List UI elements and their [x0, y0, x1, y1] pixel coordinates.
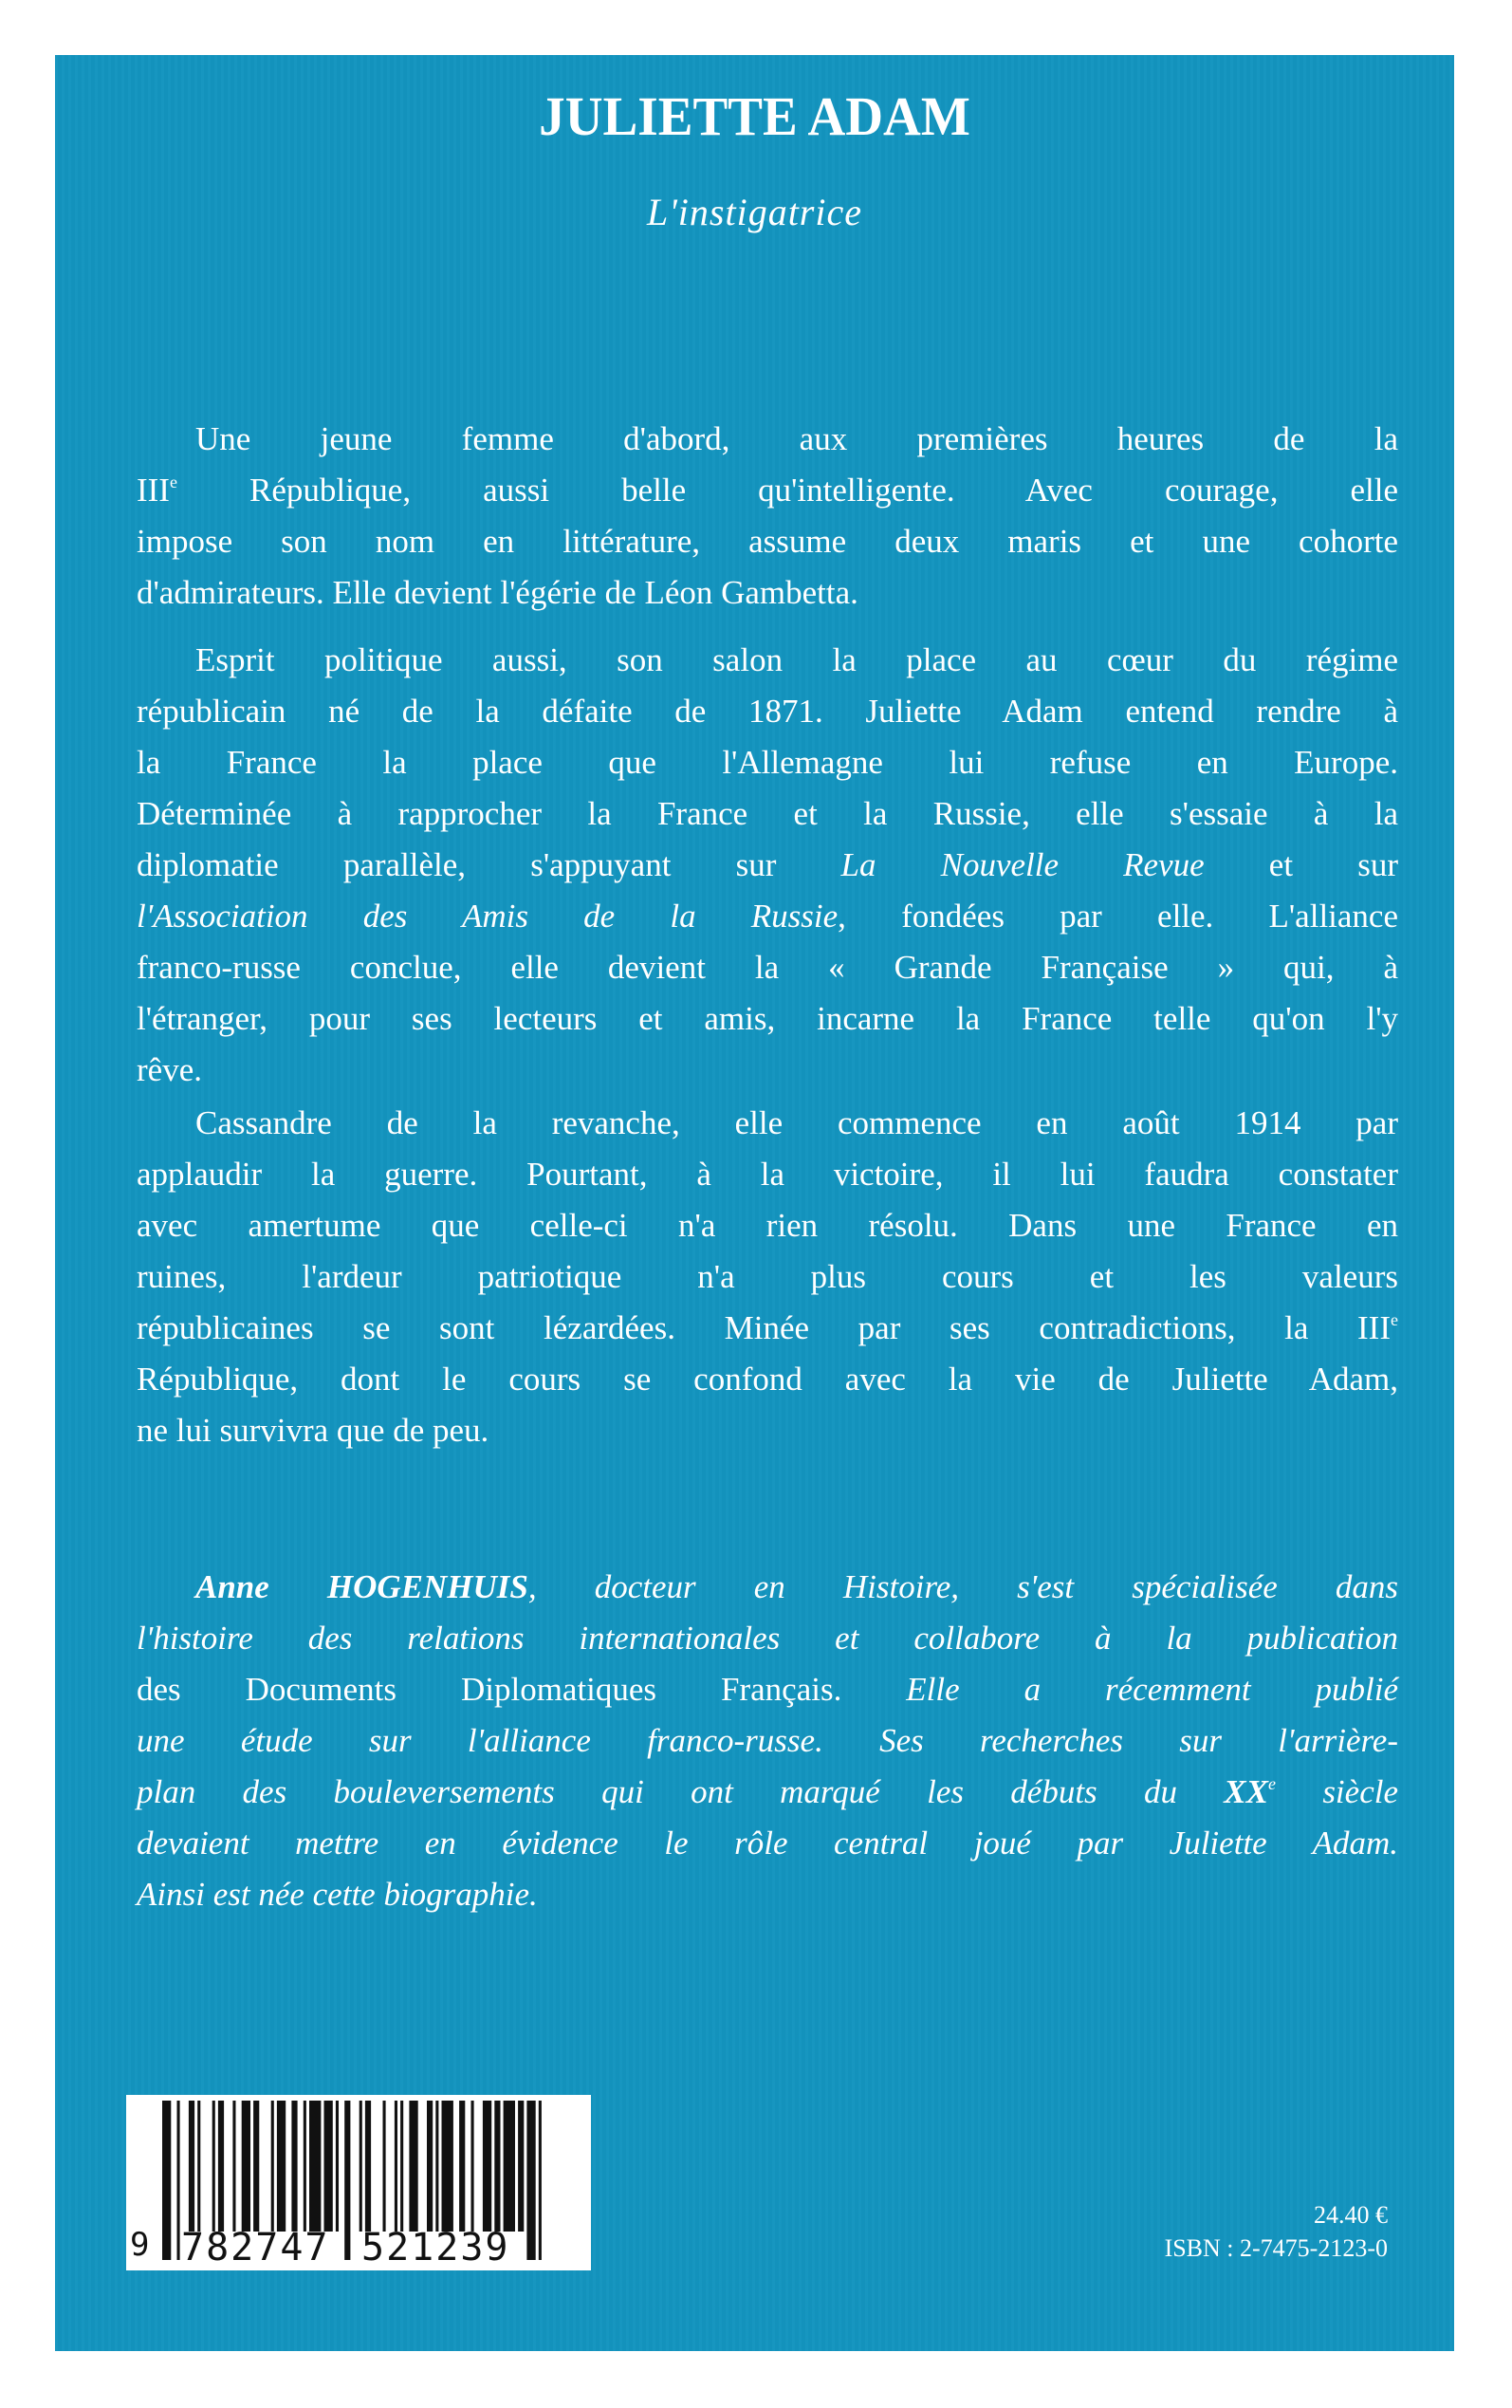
- isbn: ISBN : 2-7475-2123-0: [1164, 2234, 1388, 2262]
- text-line: [137, 1715, 1398, 1767]
- text-segment: ruines, l'ardeur patriotique n'a plus cours et les valeurs: [137, 1258, 1398, 1295]
- text-segment: une étude sur l'alliance franco-russe. Ses recherches sur l'arrière-: [137, 1722, 1398, 1759]
- text-segment: Une jeune femme d'abord, aux premières heures de la: [195, 420, 1398, 457]
- text-segment: Elle a récemment publié: [841, 1671, 1398, 1708]
- text-line: [137, 1562, 1398, 1613]
- text-line: [137, 840, 1398, 891]
- text-line: [137, 1354, 1398, 1405]
- text-line: [137, 1818, 1398, 1869]
- paragraph: [137, 635, 1398, 1096]
- book-subtitle: L'instigatrice: [646, 191, 862, 233]
- text-segment: La Nouvelle Revue: [840, 846, 1205, 883]
- text-segment: l'histoire des relations internationales et collabore à la publication: [137, 1620, 1398, 1657]
- text-segment: et sur: [1204, 846, 1398, 883]
- text-segment: siècle: [1276, 1773, 1398, 1810]
- book-back-cover: [55, 55, 1454, 2351]
- text-segment: , docteur en Histoire, s'est spécialisée dans: [527, 1568, 1398, 1605]
- text-segment: Ainsi est née cette biographie.: [137, 1876, 538, 1913]
- text-segment: République, dont le cours se confond avec la vie de Juliette Adam,: [137, 1361, 1398, 1398]
- text-segment: plan des bouleversements qui ont marqué les débuts du: [137, 1773, 1225, 1810]
- text-segment: Esprit politique aussi, son salon la place au cœur du régime: [195, 641, 1398, 678]
- text-segment: XX: [1224, 1773, 1268, 1810]
- text-line: [137, 1767, 1398, 1818]
- text-segment: des: [137, 1671, 246, 1708]
- text-line: [137, 635, 1398, 686]
- text-segment: l'Association des Amis de la Russie: [137, 898, 839, 935]
- text-segment: l'étranger, pour ses lecteurs et amis, incarne la France telle qu'on l'y: [137, 1000, 1398, 1037]
- text-segment: République, aussi belle qu'intelligente. Avec courage, elle: [176, 472, 1398, 509]
- text-line: [137, 1098, 1398, 1149]
- text-line: [137, 1869, 1398, 1920]
- superscript: e: [1268, 1774, 1276, 1793]
- superscript: e: [169, 472, 177, 491]
- text-line: [137, 1200, 1398, 1251]
- text-segment: franco-russe conclue, elle devient la « Grande Française » qui, à: [137, 949, 1398, 986]
- barcode: [126, 2095, 591, 2270]
- text-line: [137, 942, 1398, 993]
- text-segment: III: [137, 472, 170, 509]
- paragraph: [137, 1562, 1398, 1920]
- text-line: [137, 414, 1398, 465]
- text-line: [137, 1045, 1398, 1096]
- text-segment: Documents Diplomatiques Français.: [245, 1671, 842, 1708]
- text-segment: , fondées par elle. L'alliance: [838, 898, 1398, 935]
- text-segment: rêve.: [137, 1051, 202, 1088]
- text-line: [137, 993, 1398, 1045]
- text-line: [137, 891, 1398, 942]
- text-segment: diplomatie parallèle, s'appuyant sur: [137, 846, 841, 883]
- text-segment: Déterminée à rapprocher la France et la Russie, elle s'essaie à la: [137, 795, 1398, 832]
- barcode-group-right: 521239: [361, 2226, 510, 2269]
- price: 24.40 €: [1314, 2201, 1388, 2229]
- barcode-digits: [126, 2226, 591, 2268]
- text-line: [137, 516, 1398, 567]
- text-line: [137, 567, 1398, 619]
- barcode-group-left: 782747: [181, 2226, 330, 2269]
- text-segment: Cassandre de la revanche, elle commence en août 1914 par: [195, 1104, 1398, 1141]
- text-line: [137, 1405, 1398, 1456]
- text-line: [137, 737, 1398, 788]
- text-segment: devaient mettre en évidence le rôle central joué par Juliette Adam.: [137, 1825, 1398, 1862]
- superscript: e: [1391, 1310, 1398, 1329]
- paragraph: [137, 414, 1398, 619]
- text-line: [137, 1251, 1398, 1303]
- text-line: [137, 686, 1398, 737]
- text-line: [137, 465, 1398, 516]
- text-line: [137, 1149, 1398, 1200]
- text-segment: républicaines se sont lézardées. Minée par ses contradictions, la III: [137, 1309, 1391, 1346]
- book-title: JULIETTE ADAM: [539, 85, 970, 147]
- paragraph: [137, 1098, 1398, 1456]
- text-line: [137, 1613, 1398, 1664]
- text-segment: la France la place que l'Allemagne lui refuse en Europe.: [137, 744, 1398, 781]
- text-segment: avec amertume que celle-ci n'a rien résolu. Dans une France en: [137, 1207, 1398, 1244]
- text-line: [137, 1664, 1398, 1715]
- text-segment: impose son nom en littérature, assume deux maris et une cohorte: [137, 523, 1398, 560]
- text-segment: ne lui survivra que de peu.: [137, 1412, 489, 1449]
- text-segment: d'admirateurs. Elle devient l'égérie de Léon Gambetta.: [137, 574, 858, 611]
- text-segment: républicain né de la défaite de 1871. Juliette Adam entend rendre à: [137, 693, 1398, 730]
- text-segment: Anne HOGENHUIS: [195, 1568, 528, 1605]
- text-line: [137, 788, 1398, 840]
- text-segment: applaudir la guerre. Pourtant, à la victoire, il lui faudra constater: [137, 1156, 1398, 1193]
- barcode-digit-first: 9: [130, 2226, 150, 2264]
- text-line: [137, 1303, 1398, 1354]
